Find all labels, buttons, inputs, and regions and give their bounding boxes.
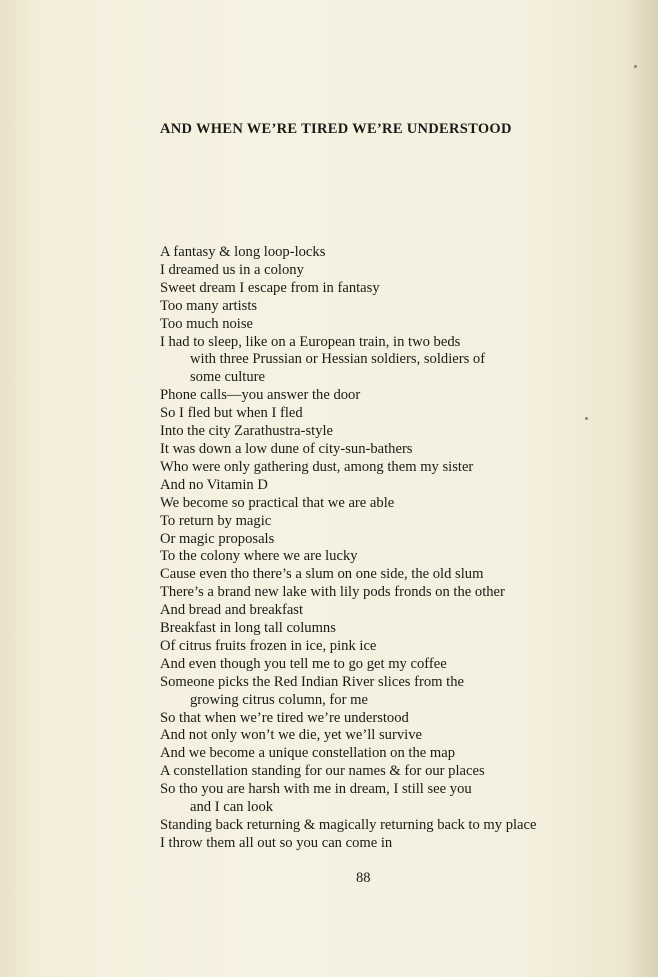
poem-line: Too much noise	[160, 315, 254, 332]
poem-line: Standing back returning & magically returning back to my place	[160, 817, 537, 833]
poem-line: some culture	[190, 369, 265, 386]
poem-line: It was down a low dune of city-sun-bathers	[160, 440, 413, 457]
paper-speck	[585, 417, 588, 420]
poem-line: And bread and breakfast	[160, 602, 304, 619]
poem-line: Who were only gathering dust, among them my sister	[160, 458, 474, 475]
poem-line: So that when we’re tired we’re understood	[160, 709, 409, 726]
poem-line: I dreamed us in a colony	[160, 261, 304, 278]
poem-line: Too many artists	[160, 297, 258, 314]
poem-line: Of citrus fruits frozen in ice, pink ice	[160, 637, 377, 654]
poem-line: Into the city Zarathustra-style	[160, 423, 334, 440]
poem-line: We become so practical that we are able	[160, 494, 395, 511]
page-number: 88	[356, 870, 371, 886]
poem-line: There’s a brand new lake with lily pods fronds on the other	[160, 584, 505, 601]
poem-line: A fantasy & long loop-locks	[160, 244, 326, 260]
poem-line: A constellation standing for our names & for our places	[160, 763, 485, 780]
poem-line: with three Prussian or Hessian soldiers, soldiers of	[190, 351, 486, 368]
poem-line: So tho you are harsh with me in dream, I still see you	[160, 781, 472, 798]
poem-line: Breakfast in long tall columns	[160, 620, 336, 637]
poem-line: And no Vitamin D	[160, 476, 268, 493]
poem-line: So I fled but when I fled	[160, 405, 303, 422]
poem-line: I throw them all out so you can come in	[160, 834, 393, 851]
poem-line: And even though you tell me to go get my coffee	[160, 655, 447, 672]
poem-line: Sweet dream I escape from in fantasy	[160, 279, 380, 296]
poem-line: growing citrus column, for me	[190, 691, 368, 708]
poem-line: and I can look	[190, 799, 274, 816]
poem-line: To return by magic	[160, 512, 272, 529]
poem-line: To the colony where we are lucky	[160, 548, 358, 565]
poem-line: Or magic proposals	[160, 530, 275, 547]
poem-line: And not only won’t we die, yet we’ll survive	[160, 727, 422, 744]
poem-line: Someone picks the Red Indian River slices from the	[160, 673, 464, 690]
poem-body	[160, 244, 630, 853]
poem-line: Cause even tho there’s a slum on one side, the old slum	[160, 566, 484, 583]
poem-line: And we become a unique constellation on the map	[160, 745, 456, 762]
poem-title: AND WHEN WE’RE TIRED WE’RE UNDERSTOOD	[160, 121, 512, 137]
poem-line: Phone calls—you answer the door	[160, 387, 361, 404]
paper-speck	[634, 65, 637, 68]
poem-line: I had to sleep, like on a European train, in two beds	[160, 333, 461, 350]
